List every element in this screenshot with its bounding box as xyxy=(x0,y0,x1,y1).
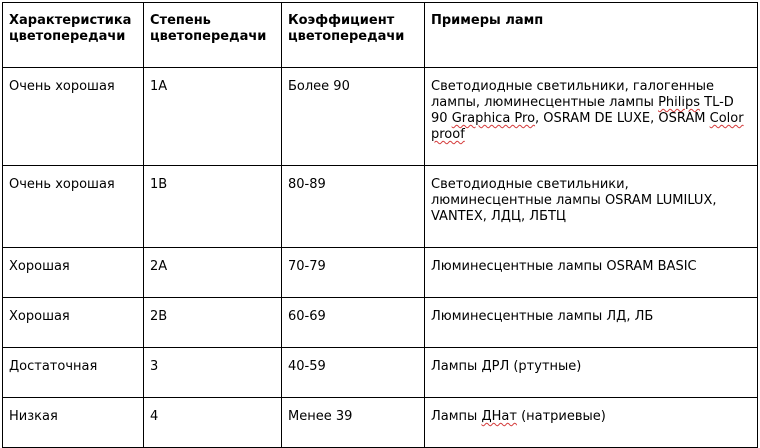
header-characteristic: Характеристика цветопередачи xyxy=(3,3,144,68)
cell-coefficient: Менее 39 xyxy=(282,398,425,448)
table-row xyxy=(3,398,758,448)
table-row xyxy=(3,348,758,398)
cell-degree: 2А xyxy=(144,248,282,298)
cell-characteristic: Достаточная xyxy=(3,348,144,398)
examples-text: , OSRAM DE LUXE, OSRAM xyxy=(535,111,710,126)
table-row xyxy=(3,68,758,166)
spellcheck-word: Color proof xyxy=(431,111,744,142)
header-lamp-examples: Примеры ламп xyxy=(425,3,758,68)
cell-lamp-examples xyxy=(425,348,758,398)
table-row xyxy=(3,166,758,248)
cell-lamp-examples xyxy=(425,68,758,166)
examples-text: Светодиодные светильники, люминесцентные лампы OSRAM LUMILUX, VANTEX, ЛДЦ, ЛБТЦ xyxy=(431,177,717,224)
cell-coefficient: 80-89 xyxy=(282,166,425,248)
cell-degree: 1А xyxy=(144,68,282,166)
spellcheck-word: Philips xyxy=(658,95,701,110)
cell-degree: 1В xyxy=(144,166,282,248)
examples-text: Светодиодные светильники, галогенные лампы, люминесцентные лампы xyxy=(431,79,714,110)
cell-characteristic: Хорошая xyxy=(3,298,144,348)
table-row xyxy=(3,248,758,298)
cell-characteristic: Очень хорошая xyxy=(3,68,144,166)
table-row xyxy=(3,298,758,348)
cell-degree: 4 xyxy=(144,398,282,448)
color-rendering-table xyxy=(2,2,758,448)
cell-characteristic: Очень хорошая xyxy=(3,166,144,248)
cell-coefficient: Более 90 xyxy=(282,68,425,166)
cell-characteristic: Низкая xyxy=(3,398,144,448)
cell-degree: 2В xyxy=(144,298,282,348)
cell-degree: 3 xyxy=(144,348,282,398)
cell-lamp-examples xyxy=(425,398,758,448)
examples-text: Лампы xyxy=(431,409,482,424)
cell-lamp-examples xyxy=(425,298,758,348)
examples-text: (натриевые) xyxy=(516,409,606,424)
cell-lamp-examples xyxy=(425,166,758,248)
examples-text: TL-D 90 xyxy=(431,95,734,126)
cell-coefficient: 40-59 xyxy=(282,348,425,398)
spellcheck-word: Graphica Pro xyxy=(451,111,536,126)
examples-text: Люминесцентные лампы OSRAM BASIC xyxy=(431,259,697,274)
cell-lamp-examples xyxy=(425,248,758,298)
header-coefficient: Коэффициент цветопередачи xyxy=(282,3,425,68)
cell-characteristic: Хорошая xyxy=(3,248,144,298)
table-header-row xyxy=(3,3,758,68)
examples-text: Лампы ДРЛ (ртутные) xyxy=(431,359,582,374)
spellcheck-word: ДНат xyxy=(481,409,517,424)
header-degree: Степень цветопередачи xyxy=(144,3,282,68)
cell-coefficient: 60-69 xyxy=(282,298,425,348)
examples-text: Люминесцентные лампы ЛД, ЛБ xyxy=(431,309,654,324)
cell-coefficient: 70-79 xyxy=(282,248,425,298)
